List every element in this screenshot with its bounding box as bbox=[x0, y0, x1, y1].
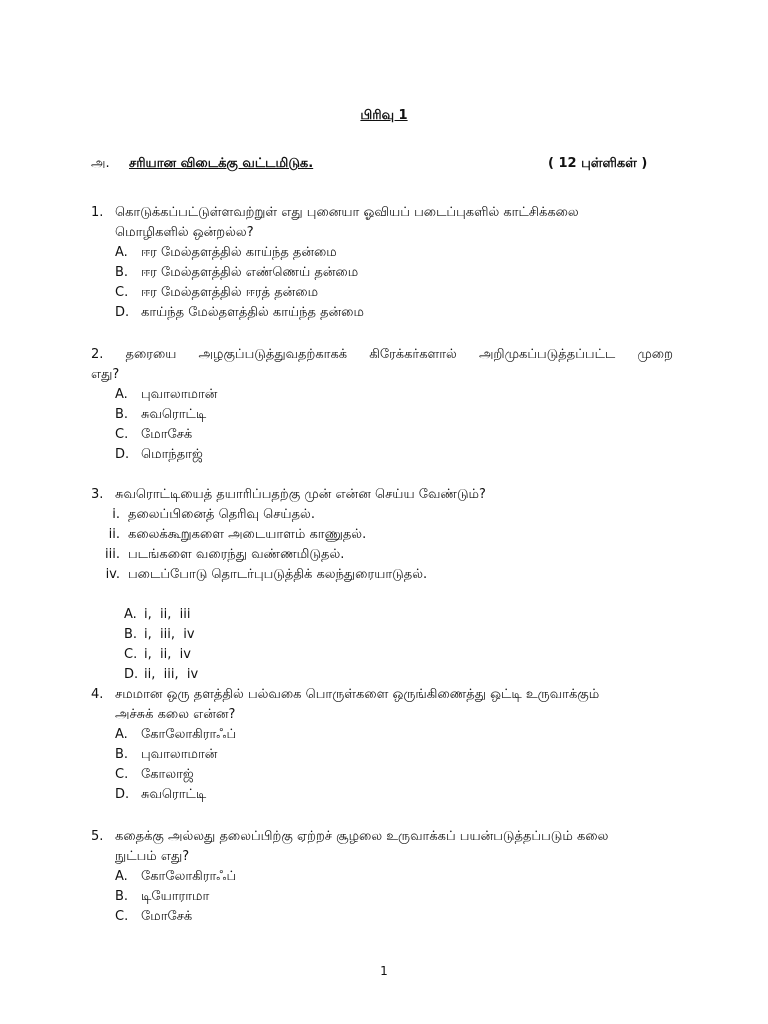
question-4-line-2: அச்சுக் கலை என்ன? bbox=[115, 707, 236, 722]
option-letter: C. bbox=[115, 427, 129, 442]
option-text: கோலோகிராஃப் bbox=[141, 869, 237, 884]
question-3-statement-i bbox=[90, 506, 315, 524]
question-1-option-d bbox=[115, 304, 364, 322]
section-header bbox=[91, 156, 671, 176]
option-text: மொந்தாஜ் bbox=[141, 447, 203, 462]
question-2-option-c bbox=[115, 426, 192, 444]
question-3-statement-iv bbox=[90, 566, 427, 584]
question-2-line-2: எது? bbox=[91, 367, 120, 382]
question-1-line-1 bbox=[91, 204, 579, 222]
option-text: ii, iii, iv bbox=[144, 667, 199, 682]
statement-text: படங்களை வரைந்து வண்ணமிடுதல். bbox=[128, 547, 345, 562]
statement-text: தலைப்பினைத் தெரிவு செய்தல். bbox=[128, 507, 315, 522]
option-text: சுவரொட்டி bbox=[141, 787, 207, 802]
question-3-option-c bbox=[124, 646, 191, 664]
question-4-option-a bbox=[115, 726, 236, 744]
option-letter: B. bbox=[115, 407, 129, 422]
option-letter: A. bbox=[115, 727, 128, 742]
question-text: சுவரொட்டியைத் தயாரிப்பதற்கு முன் என்ன செய்ய வேண்டும்? bbox=[115, 487, 486, 502]
question-number: 1. bbox=[91, 205, 104, 220]
question-2-option-b bbox=[115, 406, 206, 424]
question-3-option-a bbox=[124, 606, 190, 624]
option-text: புவாலாமான் bbox=[141, 747, 218, 762]
question-3-statement-ii bbox=[90, 526, 366, 544]
section-letter: அ. bbox=[91, 156, 110, 171]
option-letter: D. bbox=[115, 305, 130, 320]
option-text: டியோராமா bbox=[141, 889, 210, 904]
option-letter: C. bbox=[115, 767, 129, 782]
option-text: i, iii, iv bbox=[144, 627, 195, 642]
page-title: பிரிவு 1 bbox=[360, 108, 408, 123]
question-word: அழகுப்படுத்துவதற்காகக் bbox=[198, 347, 348, 362]
option-text: மோசேக் bbox=[141, 427, 193, 442]
question-4-line-1 bbox=[91, 686, 599, 704]
option-letter: B. bbox=[115, 889, 129, 904]
option-text: கோலோகிராஃப் bbox=[141, 727, 237, 742]
question-2-option-d bbox=[115, 446, 203, 464]
option-letter: B. bbox=[115, 747, 129, 762]
option-letter: B. bbox=[124, 627, 138, 642]
page-number: 1 bbox=[380, 964, 388, 978]
option-text: புவாலாமான் bbox=[141, 387, 218, 402]
statement-text: கலைக்கூறுகளை அடையாளம் காணுதல். bbox=[128, 527, 367, 542]
section-instruction: சரியான விடைக்கு வட்டமிடுக. bbox=[129, 156, 314, 171]
question-2-option-a bbox=[115, 386, 217, 404]
question-number: 2. bbox=[91, 347, 104, 362]
question-3-option-d bbox=[124, 666, 198, 684]
question-text: சமமான ஒரு தளத்தில் பல்வகை பொருள்களை ஒருங்கிணைத்து ஒட்டி உருவாக்கும் bbox=[115, 687, 600, 702]
question-5-option-b bbox=[115, 888, 209, 906]
option-letter: C. bbox=[124, 647, 138, 662]
roman-numeral: iii. bbox=[105, 547, 120, 562]
question-3-option-b bbox=[124, 626, 195, 644]
question-2-line-1 bbox=[91, 346, 673, 364]
question-5-line-1 bbox=[91, 828, 608, 846]
question-word: தரையை bbox=[125, 347, 177, 362]
question-5-option-a bbox=[115, 868, 236, 886]
option-letter: C. bbox=[115, 285, 129, 300]
option-text: மோசேக் bbox=[141, 909, 193, 924]
roman-numeral: iv. bbox=[105, 567, 120, 582]
question-1-option-c bbox=[115, 284, 318, 302]
option-text: ஈர மேல்தளத்தில் ஈரத் தன்மை bbox=[141, 285, 319, 300]
question-text: கதைக்கு அல்லது தலைப்பிற்கு ஏற்றச் சூழலை உருவாக்கப் பயன்படுத்தப்படும் கலை bbox=[115, 829, 609, 844]
question-word: கிரேக்கர்களால் bbox=[369, 347, 457, 362]
question-3-line-1 bbox=[91, 486, 486, 504]
option-text: i, ii, iv bbox=[144, 647, 191, 662]
question-4-option-d bbox=[115, 786, 206, 804]
question-word: அறிமுகப்படுத்தப்பட்ட bbox=[478, 347, 616, 362]
option-text: காய்ந்த மேல்தளத்தில் காய்ந்த தன்மை bbox=[141, 305, 364, 320]
question-text: கொடுக்கப்பட்டுள்ளவற்றுள் எது புனையா ஓவியப் படைப்புகளில் காட்சிக்கலை bbox=[115, 205, 579, 220]
option-text: ஈர மேல்தளத்தில் எண்ணெய் தன்மை bbox=[141, 265, 359, 280]
question-3-statement-iii bbox=[90, 546, 344, 564]
option-text: i, ii, iii bbox=[144, 607, 191, 622]
option-letter: D. bbox=[124, 667, 139, 682]
question-5-line-2: நுட்பம் எது? bbox=[115, 849, 190, 864]
question-1-option-a bbox=[115, 244, 337, 262]
question-number: 3. bbox=[91, 487, 104, 502]
option-letter: A. bbox=[115, 387, 128, 402]
option-letter: A. bbox=[115, 869, 128, 884]
option-letter: C. bbox=[115, 909, 129, 924]
question-5-option-c bbox=[115, 908, 192, 926]
roman-numeral: ii. bbox=[108, 527, 120, 542]
question-1-option-b bbox=[115, 264, 358, 282]
option-letter: D. bbox=[115, 447, 130, 462]
question-number: 4. bbox=[91, 687, 104, 702]
question-4-option-c bbox=[115, 766, 194, 784]
option-text: ஈர மேல்தளத்தில் காய்ந்த தன்மை bbox=[141, 245, 337, 260]
question-number: 5. bbox=[91, 829, 104, 844]
option-letter: A. bbox=[115, 245, 128, 260]
section-marks: ( 12 புள்ளிகள் ) bbox=[548, 156, 648, 171]
question-text bbox=[91, 346, 673, 364]
question-4-option-b bbox=[115, 746, 217, 764]
roman-numeral: i. bbox=[112, 507, 120, 522]
question-1-line-2: மொழிகளில் ஒன்றல்ல? bbox=[115, 225, 254, 240]
option-letter: B. bbox=[115, 265, 129, 280]
option-letter: A. bbox=[124, 607, 137, 622]
option-letter: D. bbox=[115, 787, 130, 802]
option-text: கோலாஜ் bbox=[141, 767, 194, 782]
question-word: முறை bbox=[637, 347, 673, 362]
statement-text: படைப்போடு தொடர்புபடுத்திக் கலந்துரையாடுதல். bbox=[128, 567, 428, 582]
option-text: சுவரொட்டி bbox=[141, 407, 207, 422]
